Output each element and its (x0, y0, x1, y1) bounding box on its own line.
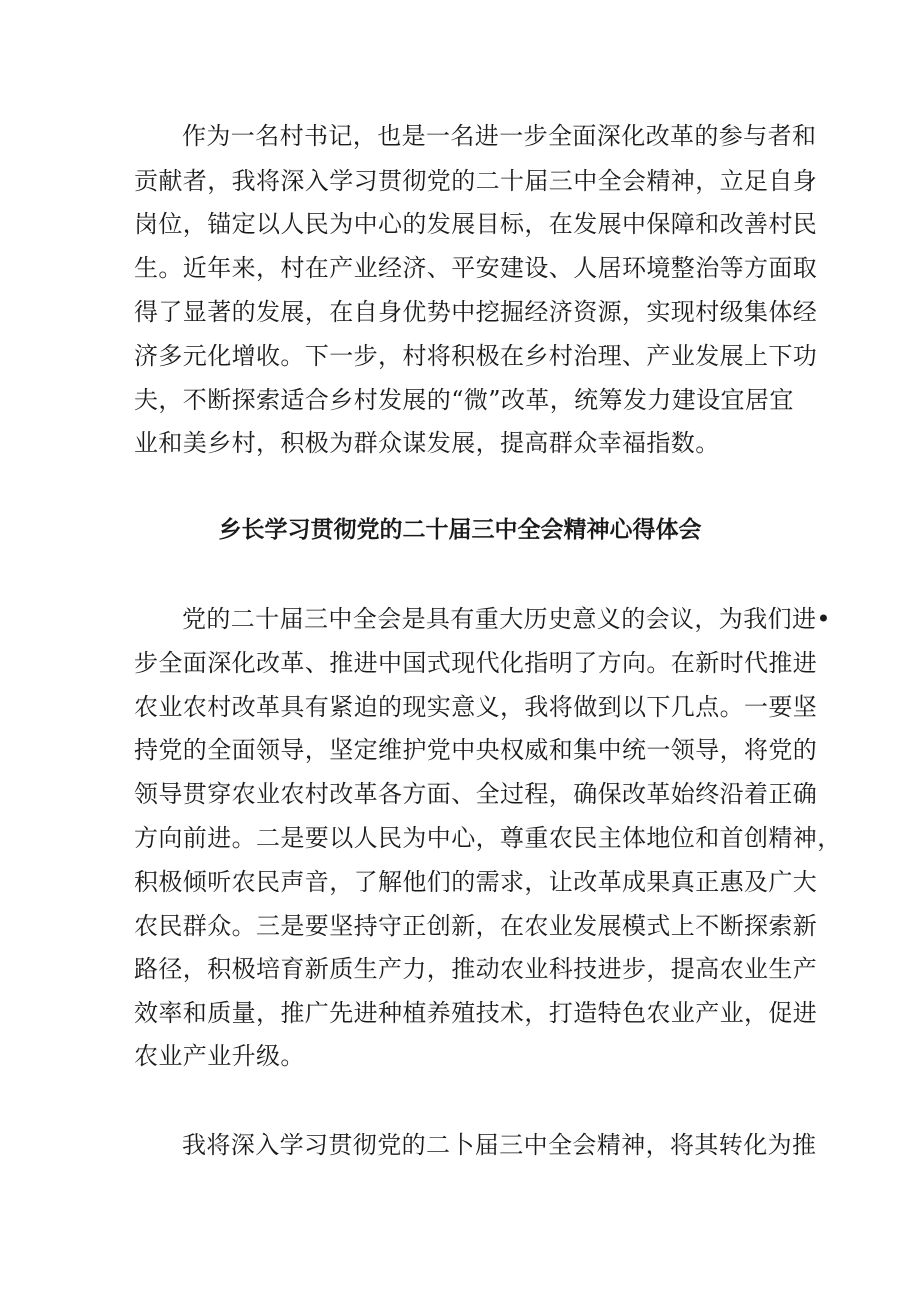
paragraph-line: 农业产业升级。 (134, 1042, 305, 1070)
paragraph-line: 得了显著的发展，在自身优势中挖掘经济资源，实现村级集体经 (134, 298, 818, 326)
paragraph-line: 业和美乡村，积极为群众谋发展，提高群众幸福指数。 (134, 429, 720, 457)
paragraph-line: 效率和质量，推广先进种植养殖技术，打造特色农业产业，促进 (134, 999, 818, 1027)
paragraph-line: 我将深入学习贯彻党的二卜届三中全会精神，将其转化为推 (182, 1131, 817, 1159)
paragraph-line: 夫，不断探索适合乡村发展的“微”改革，统筹发力建设宜居宜 (134, 386, 794, 414)
paragraph-line: 路径，积极培育新质生产力，推动农业科技进步，提高农业生产 (134, 955, 818, 983)
paragraph-line: 持党的全面领导，坚定维护党中央权威和集中统一领导，将党的 (134, 736, 818, 764)
paragraph-line: 作为一名村书记，也是一名进一步全面深化改革的参与者和 (182, 122, 817, 150)
paragraph-line: 济多元化增收。下一步，村将积极在乡村治理、产业发展上下功 (134, 342, 818, 370)
paragraph-line: 领导贯穿农业农村改革各方面、全过程，确保改革始终沿着正确 (134, 780, 818, 808)
paragraph-line: 生。近年来，村在产业经济、平安建设、人居环境整治等方面取 (134, 254, 818, 282)
section-heading: 乡长学习贯彻党的二十届三中全会精神心得体会 (218, 517, 702, 543)
paragraph-line: 农民群众。三是要坚持守正创新，在农业发展模式上不断探索新 (134, 912, 818, 940)
paragraph-line: 农业农村改革具有紧迫的现实意义，我将做到以下几点。一要坚 (134, 693, 818, 721)
paragraph-line: 积极倾听农民声音，了解他们的需求，让改革成果真正惠及广大 (134, 868, 818, 896)
paragraph-line: 贡献者，我将深入学习贯彻党的二十届三中全会精神，立足自身 (134, 167, 818, 195)
paragraph-line: 方向前进。二是要以人民为中心，尊重农民主体地位和首创精神， (134, 824, 842, 852)
paragraph-line: 岗位，锚定以人民为中心的发展目标，在发展中保障和改善村民 (134, 210, 818, 238)
paragraph-line: 党的二十届三中全会是具有重大历史意义的会议，为我们进• (182, 605, 831, 633)
paragraph-line: 步全面深化改革、推进中国式现代化指明了方向。在新时代推进 (134, 649, 818, 677)
